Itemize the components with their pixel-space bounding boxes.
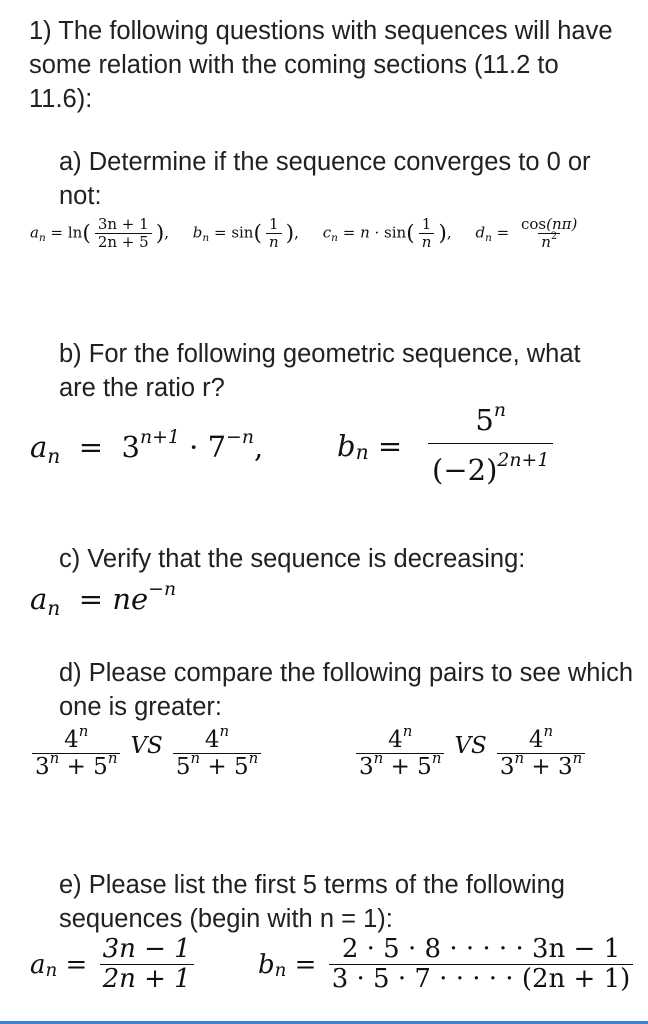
sin-func-c: sin — [384, 223, 407, 242]
d1-right-num — [202, 721, 232, 753]
part-d-heading-text: d) Please compare the following pairs to see which one is greater: — [59, 659, 634, 721]
part-e-heading — [29, 868, 639, 936]
d1-right-four: 4 — [204, 727, 220, 753]
e-eq-b: = — [294, 949, 317, 980]
frac-a-den: 2n + 5 — [95, 233, 152, 251]
d2-left-five-exp: n — [431, 749, 442, 768]
part-d-pair-1 — [28, 721, 265, 781]
d2-left-num — [385, 721, 415, 753]
frac-d-den — [538, 233, 560, 251]
d1-right-five-b-exp: n — [248, 749, 259, 768]
d2-right-three-a-exp: n — [514, 749, 525, 768]
frac-b — [266, 216, 282, 251]
n2-base: n — [541, 232, 551, 251]
d1-right-four-exp: n — [219, 721, 230, 740]
rparen-b: ) — [285, 220, 295, 246]
e-b-num: 2 · 5 · 8 · · · · · 3n − 1 — [341, 934, 621, 964]
eq-a: = — [50, 223, 64, 242]
part-e-formula-b — [258, 935, 637, 994]
d1-right-five-a: 5 — [175, 754, 191, 781]
part-b-heading — [29, 337, 619, 405]
d-label: d — [475, 223, 486, 242]
e-b-label: b — [258, 949, 275, 980]
five-exp: n — [493, 399, 506, 421]
c-label: c — [322, 223, 332, 242]
b-b-label: b — [337, 429, 356, 464]
b-eq-a: = — [78, 430, 104, 464]
eq-b: = — [213, 223, 227, 242]
frac-d — [518, 216, 580, 251]
part-b-heading-text: b) For the following geometric sequence, what are the ratio r? — [59, 340, 581, 402]
d1-left-five: 5 — [93, 754, 108, 781]
d1-right-den — [173, 749, 261, 781]
lparen-b: ( — [253, 220, 262, 246]
three: 3 — [121, 430, 140, 464]
e-a-num: 3n − 1 — [102, 934, 191, 964]
exp-n-plus-1: n+1 — [140, 426, 180, 448]
e-b-den: 3 · 5 · 7 · · · · · (2n + 1) — [329, 964, 634, 995]
frac-c-den: n — [419, 233, 435, 251]
d2-left-three-exp: n — [373, 749, 384, 768]
b-eq-b: = — [377, 429, 403, 464]
d2-left-four: 4 — [388, 727, 403, 753]
n2-exp: 2 — [550, 231, 558, 243]
d1-left-three: 3 — [35, 754, 50, 781]
b-b-sub: n — [355, 440, 369, 465]
d2-left-four-exp: n — [402, 721, 413, 740]
part-c-heading — [29, 542, 639, 576]
d1-right-five-a-exp: n — [190, 749, 201, 768]
d2-left-five: 5 — [417, 754, 432, 781]
e-a-label: a — [30, 949, 46, 980]
frac-a-num: 3n + 1 — [97, 215, 149, 233]
rparen-c: ) — [438, 220, 447, 246]
e-a-frac — [100, 935, 194, 994]
frac-geom-den — [428, 443, 553, 487]
d-sub: n — [485, 231, 492, 244]
part-c-heading-text: c) Verify that the sequence is decreasing: — [59, 545, 526, 573]
lparen-a: ( — [82, 220, 91, 246]
a-label: a — [30, 223, 39, 242]
eq-d: = — [496, 223, 510, 242]
e-a-den: 2n + 1 — [100, 964, 194, 995]
neg-two: (−2) — [432, 452, 498, 487]
d1-left-five-exp: n — [107, 749, 118, 768]
ne-exp: −n — [148, 578, 177, 600]
seven: · 7 — [189, 430, 227, 464]
d1-left-four: 4 — [64, 727, 79, 753]
b-a-sub: n — [47, 444, 61, 469]
frac-b-num: 1 — [269, 215, 279, 233]
e-eq-a: = — [65, 949, 88, 980]
sin-func-b: sin — [231, 223, 254, 242]
lparen-c: ( — [406, 220, 415, 246]
intro-text: 1) The following questions with sequences will have some relation with the coming sections (11.2 to 11.6): — [29, 17, 613, 113]
d2-left-plus: + — [383, 754, 418, 781]
frac-b-den: n — [266, 233, 282, 251]
a-sub: n — [38, 231, 46, 244]
vs-1: VS — [130, 733, 163, 760]
frac-a — [95, 216, 152, 251]
d2-left-den — [356, 749, 444, 781]
part-a-formulas: $a_n = \ln$( $\frac{3n + 1}{2n + 5}$ ), $b_n = \sin$( $\frac{1}{n}$ ), $c_n = n \cdot \sin$( $\frac{1}{n}$ ), $d_n$ = $\frac{\cos(n\pi)}{n^2}$ — [30, 216, 584, 251]
part-a-heading-text: a) Determine if the sequence converges to 0 or not: — [59, 148, 591, 210]
d2-right-num — [526, 721, 556, 753]
frac-d-num — [518, 216, 580, 233]
d1-right-frac — [173, 721, 261, 781]
frac-geom-num — [425, 399, 556, 443]
part-b-formula-b — [337, 399, 560, 487]
d2-right-plus: + — [524, 754, 558, 781]
part-e-heading-text: e) Please list the first 5 terms of the following sequences (begin with n = 1): — [59, 871, 565, 933]
ln-func: ln — [67, 223, 83, 242]
part-e-formula-a — [30, 935, 198, 994]
c-a-sub: n — [47, 596, 61, 621]
part-b-formulas: $a_n = 3^{n+1} \cdot 7^{-n}$, — [30, 426, 264, 469]
cos-arg: (nπ) — [546, 215, 578, 233]
d2-right-den — [497, 749, 585, 781]
d1-right-plus: + — [200, 754, 234, 781]
part-c-formula — [30, 578, 177, 621]
e-b-frac — [329, 935, 634, 994]
five: 5 — [475, 403, 494, 437]
d1-left-num — [61, 721, 91, 753]
d2-right-four: 4 — [528, 727, 544, 753]
neg-two-exp: 2n+1 — [497, 449, 550, 471]
d2-right-three-b: 3 — [557, 754, 573, 781]
d1-right-five-b: 5 — [233, 754, 249, 781]
frac-geom — [425, 399, 556, 487]
ne: ne — [112, 582, 149, 616]
exp-neg-n: −n — [226, 426, 254, 448]
b-sub: n — [202, 231, 210, 244]
eq-c: = — [342, 223, 356, 242]
e-b-sub: n — [274, 959, 287, 981]
d2-right-three-a: 3 — [499, 754, 515, 781]
cos-func: cos — [521, 215, 547, 233]
b-label: b — [192, 223, 203, 242]
d1-left-den — [32, 749, 120, 781]
rparen-a: ) — [155, 220, 165, 246]
d1-left-frac — [32, 721, 120, 781]
c-a-label: a — [30, 582, 48, 616]
frac-c-num: 1 — [421, 215, 432, 233]
part-d-heading — [29, 656, 639, 724]
d2-left-frac — [356, 721, 444, 781]
c-eq: = — [78, 582, 104, 616]
d2-right-four-exp: n — [543, 721, 554, 740]
b-a-label: a — [30, 430, 48, 464]
d2-right-frac — [497, 721, 585, 781]
n-dot: n · — [360, 223, 380, 242]
d2-left-three: 3 — [359, 754, 374, 781]
d1-left-plus: + — [59, 754, 94, 781]
part-a-heading — [29, 145, 619, 213]
frac-c — [419, 216, 435, 251]
d1-left-four-exp: n — [78, 721, 89, 740]
d2-right-three-b-exp: n — [572, 749, 583, 768]
e-a-sub: n — [45, 959, 58, 981]
vs-2: VS — [454, 733, 487, 760]
part-d-pair-2 — [352, 721, 589, 781]
d1-left-three-exp: n — [49, 749, 60, 768]
c-sub: n — [331, 231, 338, 244]
